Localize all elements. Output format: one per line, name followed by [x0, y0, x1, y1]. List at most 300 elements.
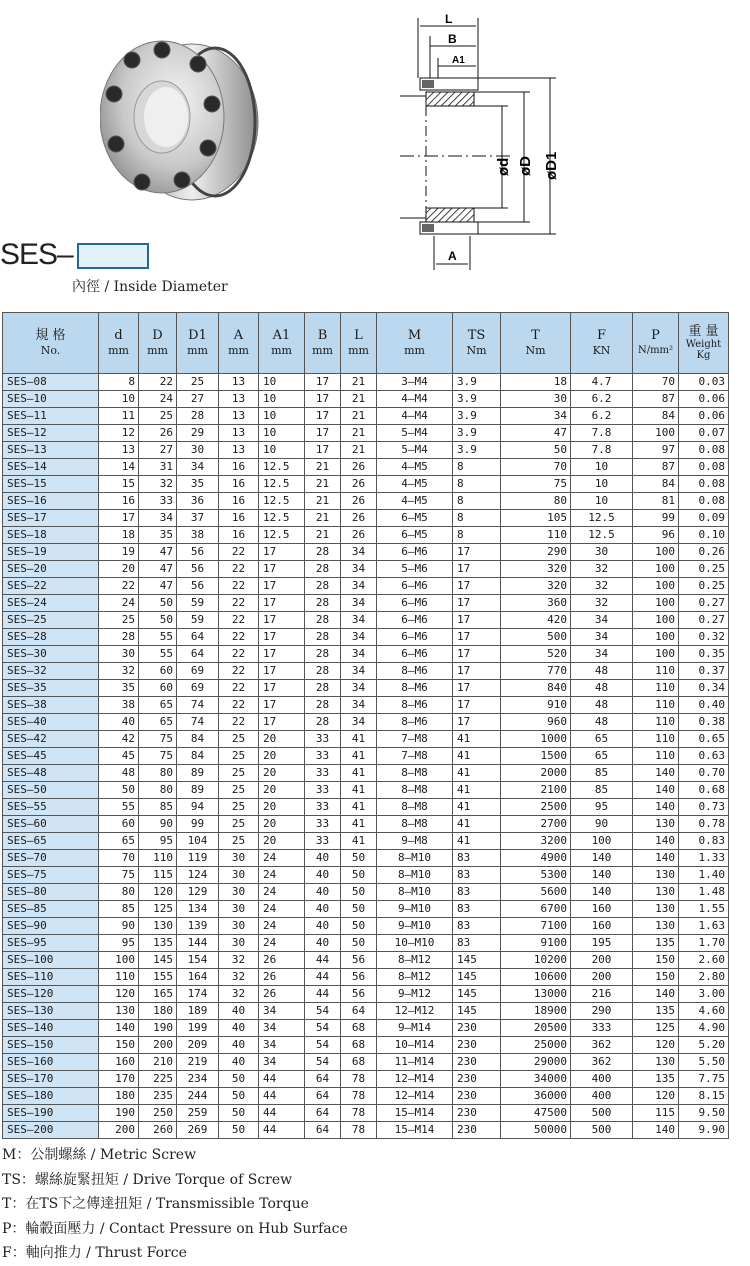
table-cell: 83 [453, 918, 501, 935]
table-cell: 1.63 [679, 918, 729, 935]
model-number-cell: SES–12 [3, 425, 99, 442]
table-cell: 6–M5 [377, 510, 453, 527]
table-cell: 40 [305, 935, 341, 952]
table-cell: 25 [177, 374, 219, 391]
table-cell: 10 [259, 374, 305, 391]
table-cell: 60 [99, 816, 139, 833]
table-cell: 150 [99, 1037, 139, 1054]
model-number-cell: SES–85 [3, 901, 99, 918]
table-cell: 9–M14 [377, 1020, 453, 1037]
column-header [3, 313, 99, 374]
table-cell: 130 [633, 1054, 679, 1071]
table-cell: 25 [99, 612, 139, 629]
table-cell: 216 [571, 986, 633, 1003]
table-cell: 50 [341, 867, 377, 884]
table-cell: 6–M6 [377, 646, 453, 663]
table-cell: 4–M5 [377, 476, 453, 493]
table-cell: 34 [571, 646, 633, 663]
model-number-cell: SES–32 [3, 663, 99, 680]
note-thrust-force: F：軸向推力 / Thrust Force [2, 1245, 187, 1261]
model-number-cell: SES–10 [3, 391, 99, 408]
table-cell: 64 [305, 1122, 341, 1139]
table-cell: 95 [571, 799, 633, 816]
table-cell: 44 [305, 986, 341, 1003]
table-cell: 16 [219, 459, 259, 476]
table-cell: 41 [341, 799, 377, 816]
table-cell: 21 [341, 425, 377, 442]
table-cell: 17 [259, 595, 305, 612]
table-cell: 64 [305, 1105, 341, 1122]
model-number-cell: SES–40 [3, 714, 99, 731]
table-cell: 44 [259, 1122, 305, 1139]
table-cell: 21 [341, 391, 377, 408]
table-cell: 145 [453, 952, 501, 969]
column-header [219, 313, 259, 374]
dim-D-label: øD [517, 156, 534, 176]
table-cell: 100 [633, 578, 679, 595]
column-header [259, 313, 305, 374]
table-cell: 0.03 [679, 374, 729, 391]
table-cell: 27 [177, 391, 219, 408]
table-cell: 41 [453, 731, 501, 748]
table-cell: 135 [633, 935, 679, 952]
model-number-cell: SES–28 [3, 629, 99, 646]
table-cell: 10 [259, 408, 305, 425]
table-cell: 34 [341, 578, 377, 595]
table-cell: 120 [139, 884, 177, 901]
table-cell: 250 [139, 1105, 177, 1122]
table-cell: 0.32 [679, 629, 729, 646]
product-header [0, 0, 750, 308]
table-cell: 3.9 [453, 374, 501, 391]
table-cell: 78 [341, 1122, 377, 1139]
table-row [3, 612, 729, 629]
table-cell: 75 [99, 867, 139, 884]
table-row [3, 629, 729, 646]
table-cell: 54 [305, 1020, 341, 1037]
table-cell: 200 [139, 1037, 177, 1054]
table-cell: 6–M6 [377, 612, 453, 629]
column-header-unit: mm [404, 344, 425, 357]
table-cell: 21 [305, 459, 341, 476]
table-cell: 30 [501, 391, 571, 408]
table-cell: 110 [633, 680, 679, 697]
table-cell: 15 [99, 476, 139, 493]
table-cell: 10–M14 [377, 1037, 453, 1054]
table-cell: 20 [259, 833, 305, 850]
table-cell: 20 [259, 816, 305, 833]
table-cell: 6700 [501, 901, 571, 918]
table-cell: 34 [259, 1020, 305, 1037]
table-cell: 230 [453, 1071, 501, 1088]
table-cell: 140 [633, 782, 679, 799]
table-cell: 30 [219, 918, 259, 935]
table-cell: 56 [177, 544, 219, 561]
table-cell: 24 [139, 391, 177, 408]
table-cell: 17 [259, 680, 305, 697]
table-cell: 40 [219, 1037, 259, 1054]
table-cell: 20 [259, 748, 305, 765]
table-cell: 18 [99, 527, 139, 544]
table-cell: 16 [219, 510, 259, 527]
table-cell: 22 [219, 578, 259, 595]
table-cell: 94 [177, 799, 219, 816]
table-cell: 140 [571, 867, 633, 884]
table-cell: 11–M14 [377, 1054, 453, 1071]
table-cell: 10 [571, 493, 633, 510]
table-cell: 10 [571, 476, 633, 493]
table-cell: 68 [341, 1037, 377, 1054]
table-row [3, 765, 729, 782]
table-cell: 190 [139, 1020, 177, 1037]
table-cell: 219 [177, 1054, 219, 1071]
table-cell: 0.65 [679, 731, 729, 748]
table-cell: 34 [139, 510, 177, 527]
table-cell: 85 [571, 782, 633, 799]
table-cell: 32 [571, 578, 633, 595]
table-row [3, 493, 729, 510]
table-cell: 29000 [501, 1054, 571, 1071]
table-row [3, 986, 729, 1003]
table-row [3, 476, 729, 493]
model-number-cell: SES–160 [3, 1054, 99, 1071]
table-row [3, 391, 729, 408]
column-header-label: M [407, 328, 422, 343]
table-row [3, 578, 729, 595]
model-number-cell: SES–38 [3, 697, 99, 714]
model-number-cell: SES–19 [3, 544, 99, 561]
model-number-cell: SES–95 [3, 935, 99, 952]
table-cell: 230 [453, 1105, 501, 1122]
table-cell: 8 [99, 374, 139, 391]
table-cell: 100 [571, 833, 633, 850]
table-cell: 34 [501, 408, 571, 425]
table-cell: 0.07 [679, 425, 729, 442]
table-cell: 5–M6 [377, 561, 453, 578]
table-cell: 110 [139, 850, 177, 867]
column-header [99, 313, 139, 374]
table-cell: 12 [99, 425, 139, 442]
table-cell: 50 [219, 1071, 259, 1088]
table-cell: 170 [99, 1071, 139, 1088]
dim-A1-label: A1 [452, 55, 465, 66]
table-cell: 3.00 [679, 986, 729, 1003]
column-header-label: A1 [272, 328, 291, 343]
table-cell: 21 [341, 408, 377, 425]
table-cell: 84 [633, 476, 679, 493]
table-cell: 44 [305, 969, 341, 986]
table-cell: 8–M6 [377, 680, 453, 697]
table-cell: 110 [99, 969, 139, 986]
model-number-cell: SES–150 [3, 1037, 99, 1054]
table-cell: 75 [139, 748, 177, 765]
table-row [3, 459, 729, 476]
table-cell: 41 [341, 731, 377, 748]
table-cell: 22 [219, 680, 259, 697]
table-cell: 10 [259, 425, 305, 442]
column-header-label: TS [467, 328, 486, 343]
table-cell: 0.73 [679, 799, 729, 816]
table-cell: 145 [139, 952, 177, 969]
table-cell: 48 [571, 663, 633, 680]
table-cell: 235 [139, 1088, 177, 1105]
column-header [501, 313, 571, 374]
table-cell: 154 [177, 952, 219, 969]
column-header [633, 313, 679, 374]
table-cell: 25 [219, 782, 259, 799]
dim-D1-label: øD1 [543, 151, 560, 180]
table-cell: 0.70 [679, 765, 729, 782]
model-number-cell: SES–75 [3, 867, 99, 884]
table-cell: 47500 [501, 1105, 571, 1122]
table-cell: 2.80 [679, 969, 729, 986]
table-row [3, 850, 729, 867]
table-cell: 180 [99, 1088, 139, 1105]
table-cell: 30 [219, 901, 259, 918]
column-header [341, 313, 377, 374]
column-header-label: D1 [188, 328, 207, 343]
table-cell: 74 [177, 697, 219, 714]
column-header-label: F [596, 328, 607, 343]
table-cell: 22 [219, 714, 259, 731]
table-cell: 180 [139, 1003, 177, 1020]
column-header-unit: mm [271, 344, 292, 357]
table-cell: 244 [177, 1088, 219, 1105]
table-cell: 2100 [501, 782, 571, 799]
table-cell: 97 [633, 442, 679, 459]
table-cell: 14 [99, 459, 139, 476]
table-cell: 64 [305, 1071, 341, 1088]
table-cell: 150 [633, 952, 679, 969]
table-cell: 17 [259, 646, 305, 663]
model-caption: 內徑 / Inside Diameter [72, 279, 228, 295]
table-cell: 28 [305, 629, 341, 646]
table-cell: 5.20 [679, 1037, 729, 1054]
column-header-label: 規 格 [35, 328, 66, 343]
table-row [3, 748, 729, 765]
table-cell: 125 [633, 1020, 679, 1037]
inside-diameter-input-box [77, 243, 149, 269]
table-cell: 64 [177, 646, 219, 663]
table-cell: 26 [341, 510, 377, 527]
table-cell: 10 [259, 442, 305, 459]
table-cell: 30 [219, 935, 259, 952]
table-cell: 44 [259, 1088, 305, 1105]
table-cell: 83 [453, 935, 501, 952]
column-header-label: T [531, 328, 540, 343]
table-cell: 34 [259, 1003, 305, 1020]
table-cell: 34000 [501, 1071, 571, 1088]
table-cell: 30 [219, 867, 259, 884]
column-header-unit: N/mm² [637, 345, 674, 356]
table-cell: 17 [305, 425, 341, 442]
table-header-row [3, 313, 729, 374]
table-cell: 50 [139, 595, 177, 612]
table-cell: 9–M8 [377, 833, 453, 850]
table-cell: 8 [453, 459, 501, 476]
table-cell: 32 [99, 663, 139, 680]
table-cell: 78 [341, 1088, 377, 1105]
table-row [3, 901, 729, 918]
model-number-cell: SES–45 [3, 748, 99, 765]
table-cell: 32 [139, 476, 177, 493]
table-cell: 96 [633, 527, 679, 544]
table-cell: 50 [501, 442, 571, 459]
table-cell: 140 [633, 765, 679, 782]
table-cell: 90 [139, 816, 177, 833]
table-cell: 500 [501, 629, 571, 646]
table-cell: 78 [341, 1105, 377, 1122]
table-cell: 360 [501, 595, 571, 612]
table-cell: 362 [571, 1054, 633, 1071]
table-cell: 160 [571, 918, 633, 935]
table-cell: 17 [259, 561, 305, 578]
table-cell: 100 [633, 425, 679, 442]
table-cell: 17 [259, 629, 305, 646]
table-cell: 20 [259, 782, 305, 799]
column-header-unit: Weight Kg [685, 339, 722, 361]
table-cell: 22 [219, 646, 259, 663]
table-cell: 3–M4 [377, 374, 453, 391]
table-row [3, 1071, 729, 1088]
table-cell: 25000 [501, 1037, 571, 1054]
table-cell: 17 [453, 595, 501, 612]
table-cell: 28 [177, 408, 219, 425]
table-cell: 85 [139, 799, 177, 816]
table-cell: 40 [305, 901, 341, 918]
table-cell: 0.26 [679, 544, 729, 561]
table-cell: 1500 [501, 748, 571, 765]
table-row [3, 918, 729, 935]
table-cell: 83 [453, 850, 501, 867]
table-cell: 56 [341, 986, 377, 1003]
table-cell: 30 [219, 884, 259, 901]
table-cell: 34 [341, 612, 377, 629]
table-cell: 25 [219, 748, 259, 765]
table-cell: 68 [341, 1020, 377, 1037]
table-cell: 32 [219, 969, 259, 986]
table-cell: 174 [177, 986, 219, 1003]
table-cell: 225 [139, 1071, 177, 1088]
dim-d-label: ød [495, 157, 512, 176]
table-cell: 26 [341, 493, 377, 510]
table-cell: 80 [99, 884, 139, 901]
table-cell: 30 [99, 646, 139, 663]
table-cell: 34 [341, 646, 377, 663]
table-cell: 38 [177, 527, 219, 544]
table-cell: 41 [341, 816, 377, 833]
table-cell: 29 [177, 425, 219, 442]
model-number-cell: SES–180 [3, 1088, 99, 1105]
table-cell: 25 [219, 731, 259, 748]
model-number-cell: SES–42 [3, 731, 99, 748]
table-cell: 110 [633, 748, 679, 765]
table-cell: 0.83 [679, 833, 729, 850]
table-cell: 60 [139, 663, 177, 680]
table-cell: 85 [99, 901, 139, 918]
model-number-cell: SES–90 [3, 918, 99, 935]
table-cell: 115 [633, 1105, 679, 1122]
table-cell: 28 [305, 561, 341, 578]
table-cell: 34 [571, 612, 633, 629]
model-number-cell: SES–70 [3, 850, 99, 867]
table-cell: 21 [305, 527, 341, 544]
table-cell: 269 [177, 1122, 219, 1139]
table-cell: 135 [139, 935, 177, 952]
table-cell: 2700 [501, 816, 571, 833]
table-cell: 17 [453, 544, 501, 561]
table-cell: 500 [571, 1122, 633, 1139]
table-cell: 1.40 [679, 867, 729, 884]
table-cell: 17 [99, 510, 139, 527]
table-cell: 134 [177, 901, 219, 918]
table-cell: 69 [177, 680, 219, 697]
table-cell: 41 [341, 833, 377, 850]
table-cell: 110 [633, 731, 679, 748]
table-cell: 8–M8 [377, 816, 453, 833]
product-photo [100, 22, 265, 207]
table-cell: 48 [571, 714, 633, 731]
table-cell: 65 [99, 833, 139, 850]
table-cell: 48 [571, 697, 633, 714]
table-cell: 84 [177, 731, 219, 748]
table-cell: 65 [139, 697, 177, 714]
table-cell: 230 [453, 1037, 501, 1054]
table-cell: 33 [305, 731, 341, 748]
table-cell: 21 [305, 510, 341, 527]
table-row [3, 1054, 729, 1071]
table-cell: 47 [139, 578, 177, 595]
table-cell: 24 [99, 595, 139, 612]
column-header-label: L [354, 328, 363, 343]
table-cell: 362 [571, 1037, 633, 1054]
table-cell: 3.9 [453, 408, 501, 425]
table-cell: 6.2 [571, 391, 633, 408]
table-cell: 47 [501, 425, 571, 442]
table-cell: 34 [341, 629, 377, 646]
table-cell: 320 [501, 578, 571, 595]
table-cell: 17 [259, 612, 305, 629]
dim-A-label: A [448, 249, 457, 263]
table-cell: 10200 [501, 952, 571, 969]
table-row [3, 731, 729, 748]
table-cell: 99 [633, 510, 679, 527]
table-cell: 70 [501, 459, 571, 476]
table-cell: 8–M8 [377, 765, 453, 782]
table-cell: 17 [259, 663, 305, 680]
table-cell: 840 [501, 680, 571, 697]
column-header-unit: mm [147, 344, 168, 357]
table-cell: 47 [139, 561, 177, 578]
table-row [3, 714, 729, 731]
table-cell: 1.55 [679, 901, 729, 918]
table-cell: 19 [99, 544, 139, 561]
table-cell: 26 [341, 459, 377, 476]
table-cell: 100 [633, 646, 679, 663]
table-cell: 20500 [501, 1020, 571, 1037]
table-cell: 320 [501, 561, 571, 578]
table-cell: 95 [139, 833, 177, 850]
table-cell: 420 [501, 612, 571, 629]
table-row [3, 799, 729, 816]
table-cell: 120 [633, 1037, 679, 1054]
table-cell: 3.9 [453, 425, 501, 442]
table-cell: 40 [219, 1003, 259, 1020]
table-cell: 28 [305, 680, 341, 697]
table-cell: 135 [633, 1003, 679, 1020]
table-cell: 2.60 [679, 952, 729, 969]
table-cell: 41 [453, 816, 501, 833]
